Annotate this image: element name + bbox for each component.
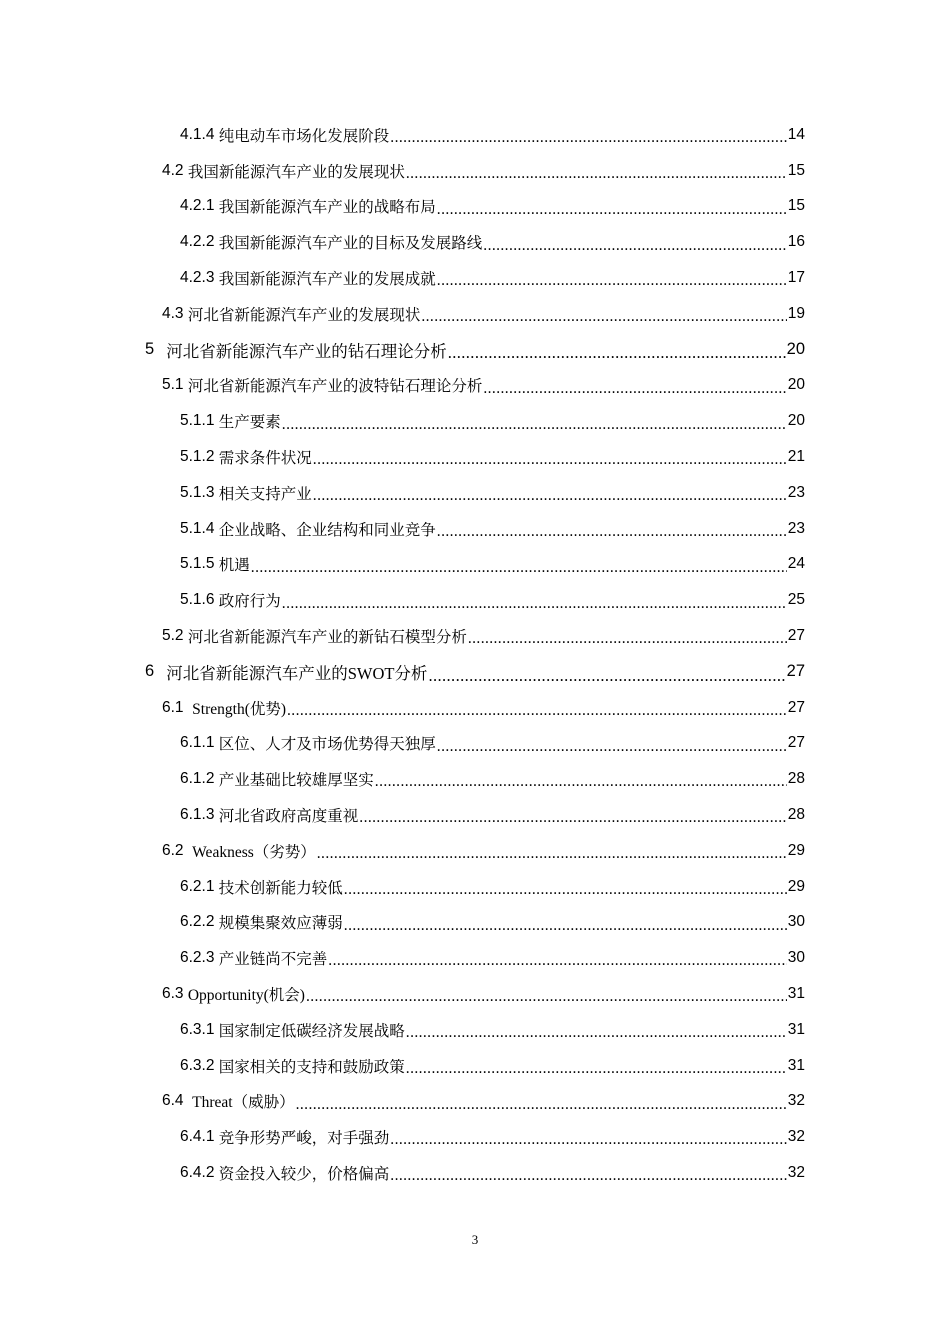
toc-entry-number: 6.3: [162, 985, 188, 1003]
toc-entry-page: 27: [786, 662, 805, 681]
toc-entry-number: 6.2.3: [180, 949, 219, 967]
toc-entry[interactable]: [0, 368, 950, 404]
toc-entry-number: 4.2: [162, 161, 188, 179]
toc-dot-leader: [282, 416, 787, 432]
toc-entry[interactable]: [0, 189, 950, 225]
toc-entry-number: 4.2.2: [180, 233, 219, 251]
toc-entry-page: 15: [787, 161, 805, 179]
toc-entry[interactable]: [0, 547, 950, 583]
toc-entry-number: 4.2.3: [180, 269, 219, 287]
toc-entry[interactable]: [0, 940, 950, 976]
toc-entry-page: 27: [787, 698, 805, 716]
toc-entry-title: 河北省新能源汽车产业的波特钻石理论分析: [187, 378, 483, 396]
toc-entry-title: 国家制定低碳经济发展战略: [218, 1022, 405, 1040]
toc-entry-number: 4.3: [162, 304, 188, 322]
toc-entry-page: 31: [787, 985, 805, 1003]
toc-entry-title: 机遇: [218, 557, 250, 575]
toc-entry-page: 27: [787, 627, 805, 645]
toc-entry-number: 6.1.2: [180, 770, 219, 788]
toc-entry-number: 6.4: [162, 1092, 193, 1110]
toc-dot-leader: [483, 380, 786, 396]
toc-entry-number: 6.4.1: [180, 1128, 219, 1146]
toc-entry-page: 16: [787, 233, 805, 251]
toc-entry-page: 31: [787, 1056, 805, 1074]
toc-entry-number: 6.3.2: [180, 1056, 219, 1074]
toc-entry-page: 28: [787, 806, 805, 824]
toc-entry-page: 17: [787, 269, 805, 287]
toc-entry-title: 相关支持产业: [218, 485, 312, 503]
toc-dot-leader: [428, 666, 785, 683]
toc-entry[interactable]: [0, 654, 950, 690]
toc-entry-page: 32: [787, 1128, 805, 1146]
toc-entry-title: 资金投入较少，价格偏高: [218, 1166, 390, 1183]
toc-entry-page: 29: [787, 877, 805, 895]
toc-dot-leader: [406, 1060, 787, 1076]
toc-entry-number: 5.1.5: [180, 555, 219, 573]
toc-entry[interactable]: [0, 117, 950, 153]
toc-dot-leader: [313, 451, 787, 467]
toc-entry-title: 企业战略、企业结构和同业竞争: [218, 521, 436, 539]
toc-entry[interactable]: [0, 1012, 950, 1048]
toc-entry-page: 32: [787, 1164, 805, 1181]
toc-entry[interactable]: [0, 260, 950, 296]
toc-entry[interactable]: [0, 582, 950, 618]
toc-dot-leader: [468, 630, 787, 646]
toc-entry-number: 6.1.3: [180, 806, 219, 824]
toc-dot-leader: [390, 1131, 786, 1147]
toc-entry-number: 5.1: [162, 376, 188, 394]
toc-entry-title: 区位、人才及市场优势得天独厚: [218, 736, 436, 754]
toc-entry-page: 14: [787, 125, 805, 143]
toc-entry-number: 6: [145, 662, 155, 681]
toc-entry[interactable]: [0, 1119, 950, 1155]
toc-entry[interactable]: [0, 833, 950, 869]
toc-entry-number: 6.2.1: [180, 877, 219, 895]
toc-dot-leader: [251, 559, 787, 575]
toc-entry-number: 5.1.2: [180, 448, 219, 466]
toc-entry-title: Strength(优势): [192, 700, 287, 718]
toc-entry-title: Opportunity(机会): [187, 987, 305, 1005]
toc-entry[interactable]: [0, 153, 950, 189]
toc-entry-page: 24: [787, 555, 805, 573]
toc-entry[interactable]: [0, 403, 950, 439]
toc-entry-title: 需求条件状况: [218, 450, 312, 468]
toc-dot-leader: [359, 809, 786, 825]
toc-entry-title: 技术创新能力较低: [218, 879, 343, 897]
toc-entry[interactable]: [0, 761, 950, 797]
toc-entry-number: 5.2: [162, 627, 188, 645]
toc-entry-number: 5.1.4: [180, 519, 219, 537]
toc-entry[interactable]: [0, 224, 950, 260]
toc-entry-title: 产业链尚不完善: [218, 951, 328, 969]
toc-entry[interactable]: [0, 905, 950, 941]
toc-entry-title: 我国新能源汽车产业的目标及发展路线: [218, 235, 483, 253]
toc-entry-page: 30: [787, 913, 805, 931]
toc-entry-title: 生产要素: [218, 414, 281, 432]
toc-entry-page: 30: [787, 949, 805, 967]
toc-entry-title: 我国新能源汽车产业的发展成就: [218, 271, 436, 289]
toc-entry-number: 4.2.1: [180, 197, 219, 215]
toc-entry-title: 国家相关的支持和鼓励政策: [218, 1058, 405, 1076]
toc-dot-leader: [375, 773, 787, 789]
toc-entry-number: 6.1: [162, 698, 193, 716]
toc-entry[interactable]: [0, 439, 950, 475]
toc-dot-leader: [421, 308, 786, 324]
toc-entry-title: 我国新能源汽车产业的战略布局: [218, 199, 436, 217]
toc-dot-leader: [296, 1096, 787, 1112]
toc-entry-number: 6.1.1: [180, 734, 219, 752]
toc-entry-page: 23: [787, 519, 805, 537]
toc-entry-title: 产业基础比较雄厚坚实: [218, 772, 374, 790]
toc-entry[interactable]: [0, 618, 950, 654]
toc-entry-title: 河北省政府高度重视: [218, 808, 359, 826]
toc-entry-title: 规模集聚效应薄弱: [218, 915, 343, 933]
toc-dot-leader: [448, 343, 786, 360]
toc-entry-number: 5: [145, 340, 155, 359]
toc-entry[interactable]: [0, 976, 950, 1012]
toc-entry[interactable]: [0, 511, 950, 547]
toc-dot-leader: [317, 845, 787, 861]
toc-entry-page: 20: [787, 412, 805, 430]
toc-entry[interactable]: [0, 332, 950, 368]
toc-entry-number: 5.1.3: [180, 483, 219, 501]
toc-entry-number: 6.3.1: [180, 1020, 219, 1038]
table-of-contents: [0, 117, 950, 1191]
toc-entry-page: 32: [787, 1092, 805, 1110]
toc-dot-leader: [390, 129, 786, 145]
toc-dot-leader: [344, 917, 787, 933]
toc-entry-title: 河北省新能源汽车产业的新钻石模型分析: [187, 629, 467, 647]
toc-dot-leader: [390, 1167, 786, 1183]
toc-entry-title: 河北省新能源汽车产业的钻石理论分析: [166, 341, 447, 361]
toc-dot-leader: [328, 952, 786, 968]
toc-dot-leader: [437, 201, 787, 217]
toc-entry[interactable]: [0, 726, 950, 762]
toc-dot-leader: [437, 738, 787, 754]
toc-entry[interactable]: [0, 1155, 950, 1191]
toc-dot-leader: [306, 988, 787, 1004]
toc-dot-leader: [406, 1024, 787, 1040]
toc-dot-leader: [287, 702, 787, 718]
toc-entry-title: 我国新能源汽车产业的发展现状: [187, 163, 405, 181]
toc-entry-number: 6.2: [162, 841, 193, 859]
toc-entry-title: Weakness（劣势）: [192, 843, 316, 861]
toc-dot-leader: [282, 595, 787, 611]
toc-entry-title: 纯电动车市场化发展阶段: [218, 127, 390, 145]
toc-entry-page: 31: [787, 1020, 805, 1038]
toc-entry[interactable]: [0, 1048, 950, 1084]
toc-entry-page: 25: [787, 591, 805, 609]
toc-entry-number: 4.1.4: [180, 125, 219, 143]
toc-entry-title: Threat（威胁）: [192, 1094, 295, 1112]
toc-entry-page: 28: [787, 770, 805, 788]
toc-dot-leader: [406, 165, 787, 181]
toc-entry-number: 6.4.2: [180, 1164, 219, 1181]
toc-entry[interactable]: [0, 1084, 950, 1120]
toc-entry[interactable]: [0, 797, 950, 833]
toc-dot-leader: [483, 237, 786, 253]
toc-entry-page: 19: [787, 304, 805, 322]
toc-entry[interactable]: [0, 475, 950, 511]
toc-dot-leader: [437, 272, 787, 288]
toc-entry-page: 27: [787, 734, 805, 752]
page-number: 3: [471, 1232, 479, 1247]
toc-entry-number: 5.1.6: [180, 591, 219, 609]
toc-entry[interactable]: [0, 869, 950, 905]
toc-entry-page: 15: [787, 197, 805, 215]
toc-dot-leader: [344, 881, 787, 897]
toc-entry[interactable]: [0, 296, 950, 332]
toc-entry-page: 20: [786, 340, 805, 359]
toc-entry-title: 竞争形势严峻，对手强劲: [218, 1130, 390, 1148]
toc-entry-title: 河北省新能源汽车产业的SWOT分析: [166, 663, 428, 683]
toc-entry-title: 政府行为: [218, 593, 281, 611]
toc-entry-page: 20: [787, 376, 805, 394]
toc-dot-leader: [437, 523, 787, 539]
toc-entry[interactable]: [0, 690, 950, 726]
toc-dot-leader: [313, 487, 787, 503]
toc-entry-number: 6.2.2: [180, 913, 219, 931]
toc-entry-page: 21: [787, 448, 805, 466]
toc-entry-page: 23: [787, 483, 805, 501]
toc-entry-number: 5.1.1: [180, 412, 219, 430]
toc-entry-title: 河北省新能源汽车产业的发展现状: [187, 306, 421, 324]
toc-entry-page: 29: [787, 841, 805, 859]
